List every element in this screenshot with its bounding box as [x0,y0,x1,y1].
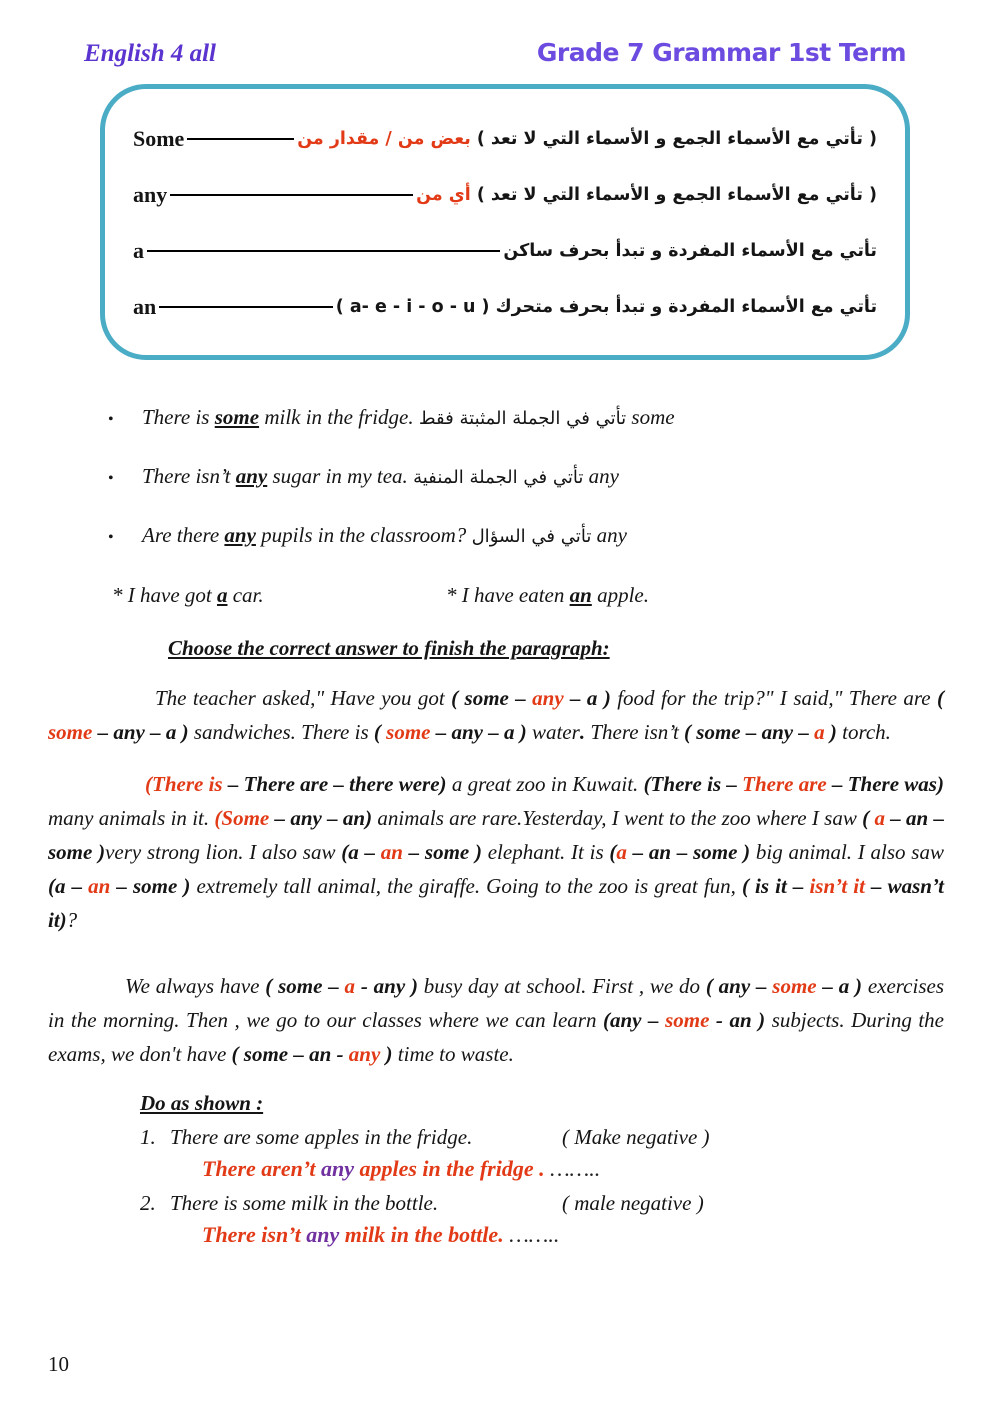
text-segment: some [214,405,260,429]
text-segment: – any – a ) [92,720,194,744]
text-segment: – a ) [563,686,618,710]
text-segment: – some ) [402,840,488,864]
rule-row-any [133,171,877,219]
text-segment: a [344,974,356,998]
rule-explanation [416,184,877,206]
text-segment: – some ) [110,874,197,898]
text-segment: . [579,720,591,744]
text-segment: ( is it – [741,874,810,898]
text-segment: تأتي في الجملة المنفية [413,467,584,488]
text-segment: ) [380,1042,398,1066]
rule-word: Some [133,126,185,151]
text-segment: – any – a ) [430,720,532,744]
text-segment: some [48,720,93,744]
text-segment: an [88,874,111,898]
text-segment: ? [66,908,78,932]
page-number: 10 [48,1352,69,1376]
text-segment: pupils in the classroom? [255,523,472,547]
text-segment: There is [142,405,215,429]
bullet-icon: • [108,529,114,546]
text-segment: ( [862,806,875,830]
answer-text [202,1222,944,1248]
text-segment: (There is – [643,772,743,796]
bullet-icon: • [108,411,114,428]
text-segment: The teacher asked," Have you got [155,686,452,710]
text-segment: some [665,1008,710,1032]
text-segment: any [532,686,564,710]
text-segment: subjects. During the exams, we don't have [48,1008,945,1066]
text-segment: (Some [214,806,270,830]
text-segment: big animal. I also saw [755,840,944,864]
text-segment: apple. [591,583,649,607]
text-segment: an [569,583,592,607]
list-item [108,402,952,435]
text-segment: - an ) [709,1008,772,1032]
text-segment: There isn’t [202,1222,307,1247]
text-segment: تأتي في الجملة المثبتة فقط [418,408,627,429]
text-segment: busy day at school. First , we do [423,974,706,998]
question-text: There are some apples in the fridge. [170,1125,473,1149]
rule-explanation [336,296,877,318]
text-segment: a [616,840,627,864]
section-heading-do-as-shown: Do as shown : [140,1091,264,1115]
text-segment: some [386,720,431,744]
do-as-shown-section [140,1091,944,1248]
text-segment: – a ) [816,974,868,998]
text-segment: – There was) [826,772,944,796]
text-segment: (There is [145,772,223,796]
bullet-icon: • [108,470,114,487]
text-segment: any [306,1222,340,1247]
text-segment: any [583,464,619,488]
text-segment: ) [824,720,843,744]
text-segment: water [531,720,580,744]
text-segment: ( [937,686,944,710]
text-segment: exercises in the morning. Then , we go to our classes where we can learn [48,974,944,1032]
text-segment: There are [742,772,827,796]
text-segment: ( [373,720,387,744]
text-segment: * I have eaten [446,583,570,607]
text-segment: any [224,523,256,547]
text-segment: time to waste. [397,1042,514,1066]
item-number: 2. [140,1191,156,1215]
text-segment: – any – an) [269,806,378,830]
answer-text [202,1156,944,1182]
text-segment: ( some – [451,686,533,710]
text-segment: ( any – [705,974,773,998]
example-a-car [112,583,446,608]
text-segment: milk in the bottle. [339,1222,510,1247]
example-an-apple [446,583,649,608]
text-segment: milk in the fridge. [259,405,419,429]
connector-line [187,138,294,140]
text-segment: – There are – there were) [222,772,452,796]
text-segment: ( a- e - i - o - u ) [335,297,490,317]
text-segment: a [814,720,825,744]
text-segment: ( some – any – [684,720,815,744]
text-segment: animals are rare.Yesterday, I went to the zoo where I saw [377,806,863,830]
exercise-item [140,1125,944,1182]
text-segment: extremely tall animal, the giraffe. Going to the zoo is great fun, [196,874,742,898]
text-segment: ( some – [265,974,345,998]
text-segment: a [874,806,885,830]
rule-row-an [133,283,877,331]
text-segment: elephant. It is [487,840,610,864]
text-segment: There isn’t [142,464,236,488]
section-heading-choose: Choose the correct answer to finish the paragraph: [168,636,610,660]
paragraph-trip [48,681,944,749]
text-segment: بعض من / مقدار من [297,129,471,149]
question-text: There is some milk in the bottle. [170,1191,439,1215]
text-segment: some [626,405,675,429]
text-segment: …….. [550,1156,601,1181]
paragraph-zoo [48,767,944,937]
text-segment: (a – [48,874,89,898]
text-segment: (any – [603,1008,666,1032]
text-segment: …….. [509,1222,560,1247]
text-segment: some [772,974,817,998]
question-row [140,1125,944,1150]
rule-explanation [297,128,877,150]
text-segment: food for the trip?" I said," There are [617,686,937,710]
page-header [0,0,992,68]
rule-word: any [133,182,168,207]
rule-word: an [133,294,157,319]
text-segment: تأتي مع الأسماء المفردة و تبدأ بحرف متحرك [489,297,877,317]
text-segment: There isn’t [590,720,685,744]
connector-line [147,250,500,252]
rule-row-some [133,115,877,163]
text-segment: car. [227,583,264,607]
text-segment: isn’t it [809,874,865,898]
list-item [108,520,952,553]
grammar-rules-box [100,84,910,360]
text-segment: sugar in my tea. [267,464,414,488]
text-segment: apples in the fridge . [353,1156,551,1181]
text-segment: any [320,1156,354,1181]
bullet-text [142,520,627,552]
instruction-text: ( male negative ) [562,1191,704,1215]
text-segment: ( تأتي مع الأسماء الجمع و الأسماء التي لا تعد ) [470,129,877,149]
exercise-item [140,1191,944,1248]
rule-word: a [133,238,144,263]
instruction-text: ( Make negative ) [562,1125,710,1149]
text-segment: many animals in it. [48,806,215,830]
page-title: Grade 7 Grammar 1st Term [536,38,906,67]
text-segment: torch. [842,720,891,744]
text-segment: - any ) [355,974,424,998]
text-segment: an [380,840,403,864]
bullet-text [142,461,619,493]
text-segment: a great zoo in Kuwait. [451,772,644,796]
text-segment: any [591,523,627,547]
brand-text: English 4 all [84,40,216,67]
connector-line [170,194,413,196]
example-bullet-list [108,402,952,553]
text-segment: – wasn’t it) [48,874,944,932]
text-segment: – an – some ) [48,806,944,864]
text-segment: – an – some ) [626,840,756,864]
item-number: 1. [140,1125,156,1149]
text-segment: (a – [341,840,381,864]
text-segment: very strong lion. I also saw [105,840,342,864]
text-segment: تأتي في السؤال [471,526,592,547]
text-segment: ( [609,840,617,864]
text-segment: أي من [416,185,471,205]
question-row [140,1191,944,1216]
text-segment: ( تأتي مع الأسماء الجمع و الأسماء التي لا تعد ) [470,185,877,205]
text-segment: There aren’t [202,1156,321,1181]
bullet-text [142,402,675,434]
text-segment: sandwiches. There is [193,720,374,744]
text-segment: a [216,583,228,607]
rule-explanation [503,240,877,262]
starred-examples-row [112,583,952,608]
text-segment: any [235,464,268,488]
text-segment: any [348,1042,381,1066]
text-segment: Are there [142,523,225,547]
rule-row-a [133,227,877,275]
text-segment: We always have [125,974,266,998]
paragraph-school [48,969,944,1071]
connector-line [159,306,333,308]
text-segment: ( some – an - [231,1042,349,1066]
text-segment: * I have got [112,583,217,607]
text-segment: تأتي مع الأسماء المفردة و تبدأ بحرف ساكن [503,241,877,261]
list-item [108,461,952,494]
